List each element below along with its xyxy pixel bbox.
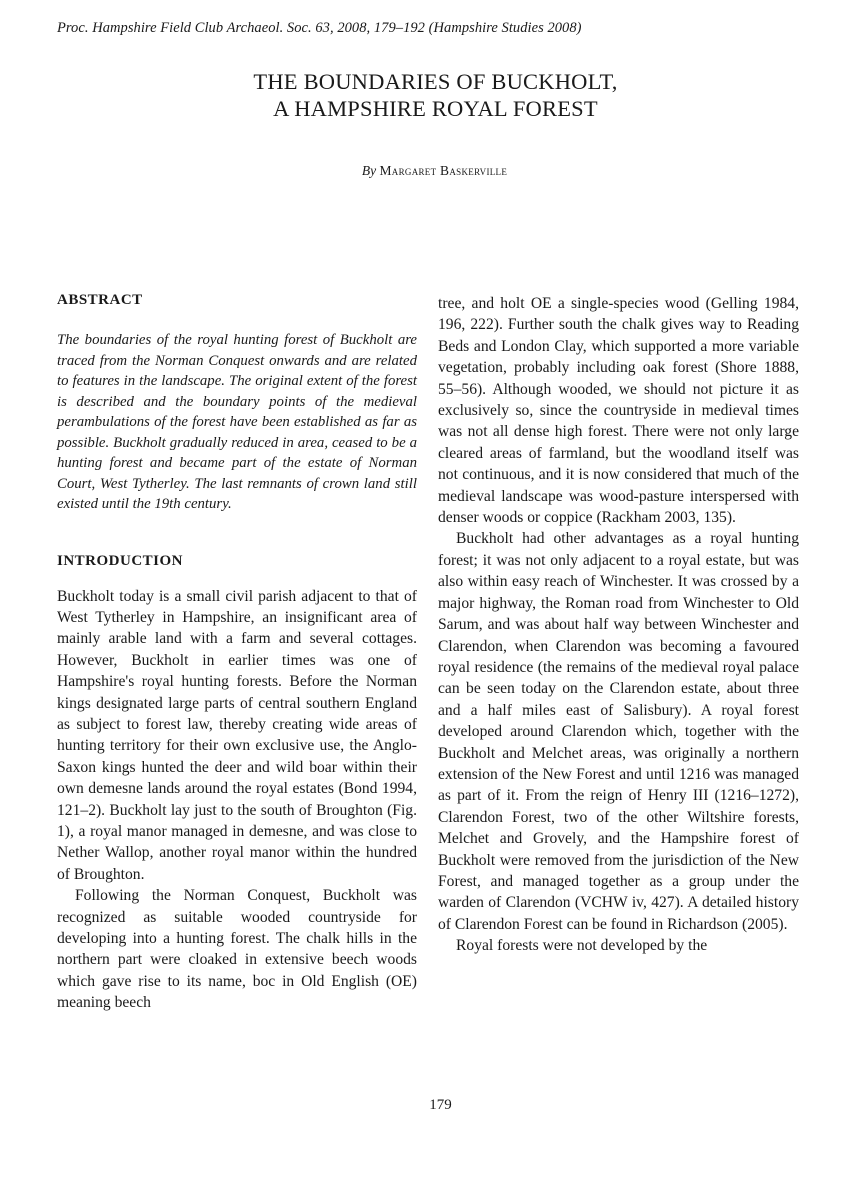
- title-line-1: THE BOUNDARIES OF BUCKHOLT,: [253, 69, 618, 94]
- byline: [0, 163, 861, 179]
- right-paragraph-1: tree, and holt OE a single-species wood (Gelling 1984, 196, 222). Further south the chalk gives way to Reading Beds and London Clay, which supported a more variable vegetation, probably including oak forest (Shore 1888, 55–56). Although wooded, we should not picture it as exclusively so, since the countryside in medieval times was not all dense high forest. There were not only large cleared areas of farmland, but the woodland itself was not continuous, and it is now considered that much of the medieval landscape was wood-pasture interspersed with denser woods or coppice (Rackham 2003, 135).: [438, 295, 799, 527]
- page-number: 179: [429, 1097, 452, 1113]
- left-column: [57, 290, 417, 1014]
- intro-paragraph-1: Buckholt today is a small civil parish adjacent to that of West Tytherley in Hampshire, an insignificant area of mainly arable land with a farm and several cottages. However, Buckholt in earlier times was one of Hampshire's royal hunting forests. Before the Norman kings designated large parts of central southern England as subject to forest law, thereby creating wide areas of hunting territory for their own exclusive use, the Anglo-Saxon kings hunted the deer and wild boar within their own demesne lands around the royal estates (Bond 1994, 121–2). Buckholt lay just to the south of Broughton (Fig. 1), a royal manor managed in demesne, and was close to Nether Wallop, another royal manor within the hundred of Broughton.: [57, 587, 417, 883]
- abstract-heading: ABSTRACT: [57, 292, 143, 308]
- article-title: [0, 68, 861, 122]
- abstract-text: The boundaries of the royal hunting forest of Buckholt are traced from the Norman Conquest onwards and are related to features in the landscape. The original extent of the forest is described and the boundary points of the medieval perambulations of the forest have been established as far as possible. Buckholt gradually reduced in area, ceased to be a hunting forest and became part of the estate of Norman Court, West Tytherley. The last remnants of crown land still existed until the 19th century.: [57, 332, 417, 512]
- title-line-2: A HAMPSHIRE ROYAL FOREST: [273, 96, 598, 121]
- intro-paragraph-2: Following the Norman Conquest, Buckholt was recognized as suitable wooded countryside for developing into a hunting forest. The chalk hills in the northern part were cloaked in extensive beech woods which gave rise to its name, boc in Old English (OE) meaning beech: [57, 887, 417, 1012]
- right-paragraph-2: Buckholt had other advantages as a royal hunting forest; it was not only adjacent to a royal estate, but was also within easy reach of Winchester. It was crossed by a major highway, the Roman road from Winchester to Old Sarum, and was about half way between Winchester and Clarendon, when Clarendon was becoming a favoured royal residence (the remains of the medieval royal palace can be seen today on the Clarendon estate, about three and a half miles east of Salisbury). A royal forest developed around Clarendon which, together with the Buckholt and Melchet areas, was originally a northern extension of the New Forest and until 1216 was managed as part of it. From the reign of Henry III (1216–1272), Clarendon Forest, two of the other Wiltshire forests, Melchet and Grovely, and the Hampshire forest of Buckholt were removed from the jurisdiction of the New Forest, and managed together as a group under the warden of Clarendon (VCHW iv, 427). A detailed history of Clarendon Forest can be found in Richardson (2005).: [438, 530, 799, 933]
- byline-prefix: By: [361, 163, 377, 178]
- right-column: [438, 293, 799, 957]
- running-head: Proc. Hampshire Field Club Archaeol. Soc. 63, 2008, 179–192 (Hampshire Studies 2008): [57, 20, 582, 36]
- right-paragraph-3: Royal forests were not developed by the: [456, 937, 708, 955]
- author-name: Margaret Baskerville: [379, 163, 508, 178]
- introduction-heading: INTRODUCTION: [57, 552, 184, 569]
